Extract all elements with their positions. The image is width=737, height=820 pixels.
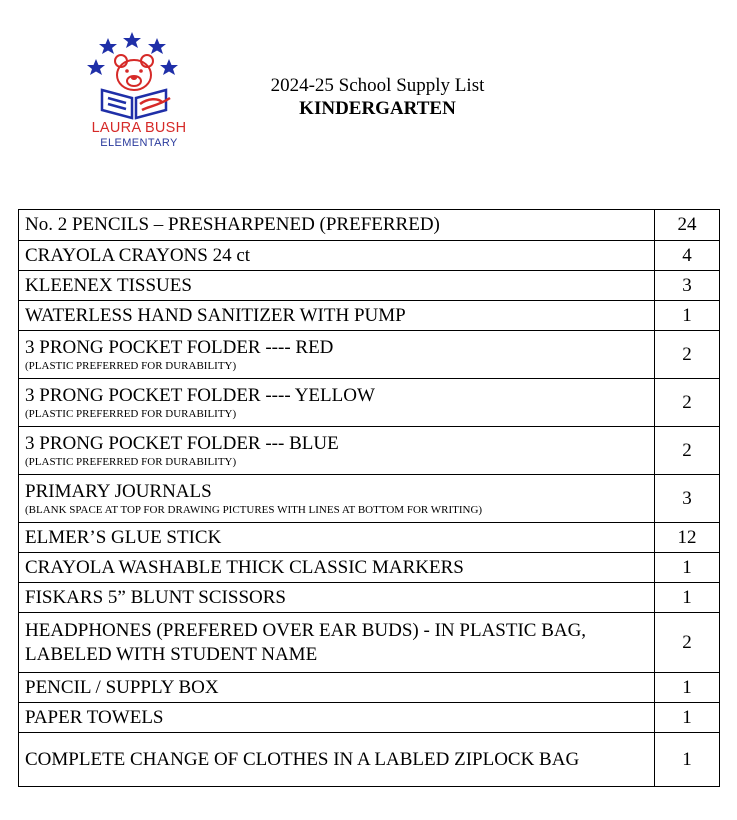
quantity-cell: 3 xyxy=(655,271,720,301)
item-cell xyxy=(19,475,655,523)
quantity-cell: 2 xyxy=(655,613,720,673)
item-name: CRAYOLA WASHABLE THICK CLASSIC MARKERS xyxy=(25,556,464,578)
table-row xyxy=(19,673,720,703)
item-name: No. 2 PENCILS – PRESHARPENED (PREFERRED) xyxy=(25,214,440,235)
quantity-cell: 1 xyxy=(655,673,720,703)
quantity-cell: 24 xyxy=(655,210,720,241)
item-cell xyxy=(19,703,655,733)
table-row xyxy=(19,210,720,241)
item-cell xyxy=(19,583,655,613)
logo-school-type: ELEMENTARY xyxy=(100,137,178,149)
table-row xyxy=(19,475,720,523)
table-row xyxy=(19,733,720,787)
table-row xyxy=(19,301,720,331)
item-name: 3 PRONG POCKET FOLDER ---- RED xyxy=(25,337,334,358)
table-row xyxy=(19,703,720,733)
table-row xyxy=(19,379,720,427)
item-name: 3 PRONG POCKET FOLDER --- BLUE xyxy=(25,433,339,454)
document-title xyxy=(250,74,505,120)
item-cell xyxy=(19,673,655,703)
quantity-cell: 1 xyxy=(655,583,720,613)
logo-school-name: LAURA BUSH xyxy=(91,120,187,136)
table-row xyxy=(19,331,720,379)
title-year: 2024-25 School Supply List xyxy=(270,75,485,96)
item-name: FISKARS 5” BLUNT SCISSORS xyxy=(25,586,286,608)
quantity-cell: 1 xyxy=(655,553,720,583)
item-name: COMPLETE CHANGE OF CLOTHES IN A LABLED ZIPLOCK BAG xyxy=(25,748,580,770)
item-name: PRIMARY JOURNALS xyxy=(25,481,212,502)
table-row xyxy=(19,241,720,271)
quantity-cell: 2 xyxy=(655,427,720,475)
table-row xyxy=(19,271,720,301)
table-row xyxy=(19,613,720,673)
table-row xyxy=(19,427,720,475)
table-row xyxy=(19,553,720,583)
quantity-cell: 1 xyxy=(655,733,720,787)
item-note: (PLASTIC PREFERRED FOR DURABILITY) xyxy=(25,360,237,372)
item-cell xyxy=(19,241,655,271)
item-name: ELMER’S GLUE STICK xyxy=(25,526,222,548)
item-cell xyxy=(19,379,655,427)
quantity-cell: 3 xyxy=(655,475,720,523)
title-grade: KINDERGARTEN xyxy=(299,98,456,119)
item-name: CRAYOLA CRAYONS 24 ct xyxy=(25,244,251,266)
item-name: KLEENEX TISSUES xyxy=(25,274,192,296)
quantity-cell: 1 xyxy=(655,703,720,733)
quantity-cell: 4 xyxy=(655,241,720,271)
item-cell xyxy=(19,271,655,301)
quantity-cell: 2 xyxy=(655,379,720,427)
item-cell xyxy=(19,733,655,787)
table-row xyxy=(19,583,720,613)
item-name: WATERLESS HAND SANITIZER WITH PUMP xyxy=(25,304,406,326)
supply-table xyxy=(18,209,720,787)
bear-mascot-icon xyxy=(74,28,204,123)
item-note: (PLASTIC PREFERRED FOR DURABILITY) xyxy=(25,408,237,420)
quantity-cell: 1 xyxy=(655,301,720,331)
item-name: 3 PRONG POCKET FOLDER ---- YELLOW xyxy=(25,385,375,406)
item-cell xyxy=(19,331,655,379)
item-name: PAPER TOWELS xyxy=(25,706,164,728)
item-cell xyxy=(19,301,655,331)
school-logo xyxy=(74,28,204,158)
item-cell xyxy=(19,210,655,241)
item-cell xyxy=(19,523,655,553)
item-name: PENCIL / SUPPLY BOX xyxy=(25,676,219,698)
quantity-cell: 12 xyxy=(655,523,720,553)
item-cell xyxy=(19,613,655,673)
item-name: HEADPHONES (PREFERED OVER EAR BUDS) - IN PLASTIC BAG, LABELED WITH STUDENT NAME xyxy=(25,619,587,665)
item-cell xyxy=(19,427,655,475)
quantity-cell: 2 xyxy=(655,331,720,379)
item-cell xyxy=(19,553,655,583)
item-note: (PLASTIC PREFERRED FOR DURABILITY) xyxy=(25,456,237,468)
table-row xyxy=(19,523,720,553)
item-note: (BLANK SPACE AT TOP FOR DRAWING PICTURES WITH LINES AT BOTTOM FOR WRITING) xyxy=(25,504,483,516)
